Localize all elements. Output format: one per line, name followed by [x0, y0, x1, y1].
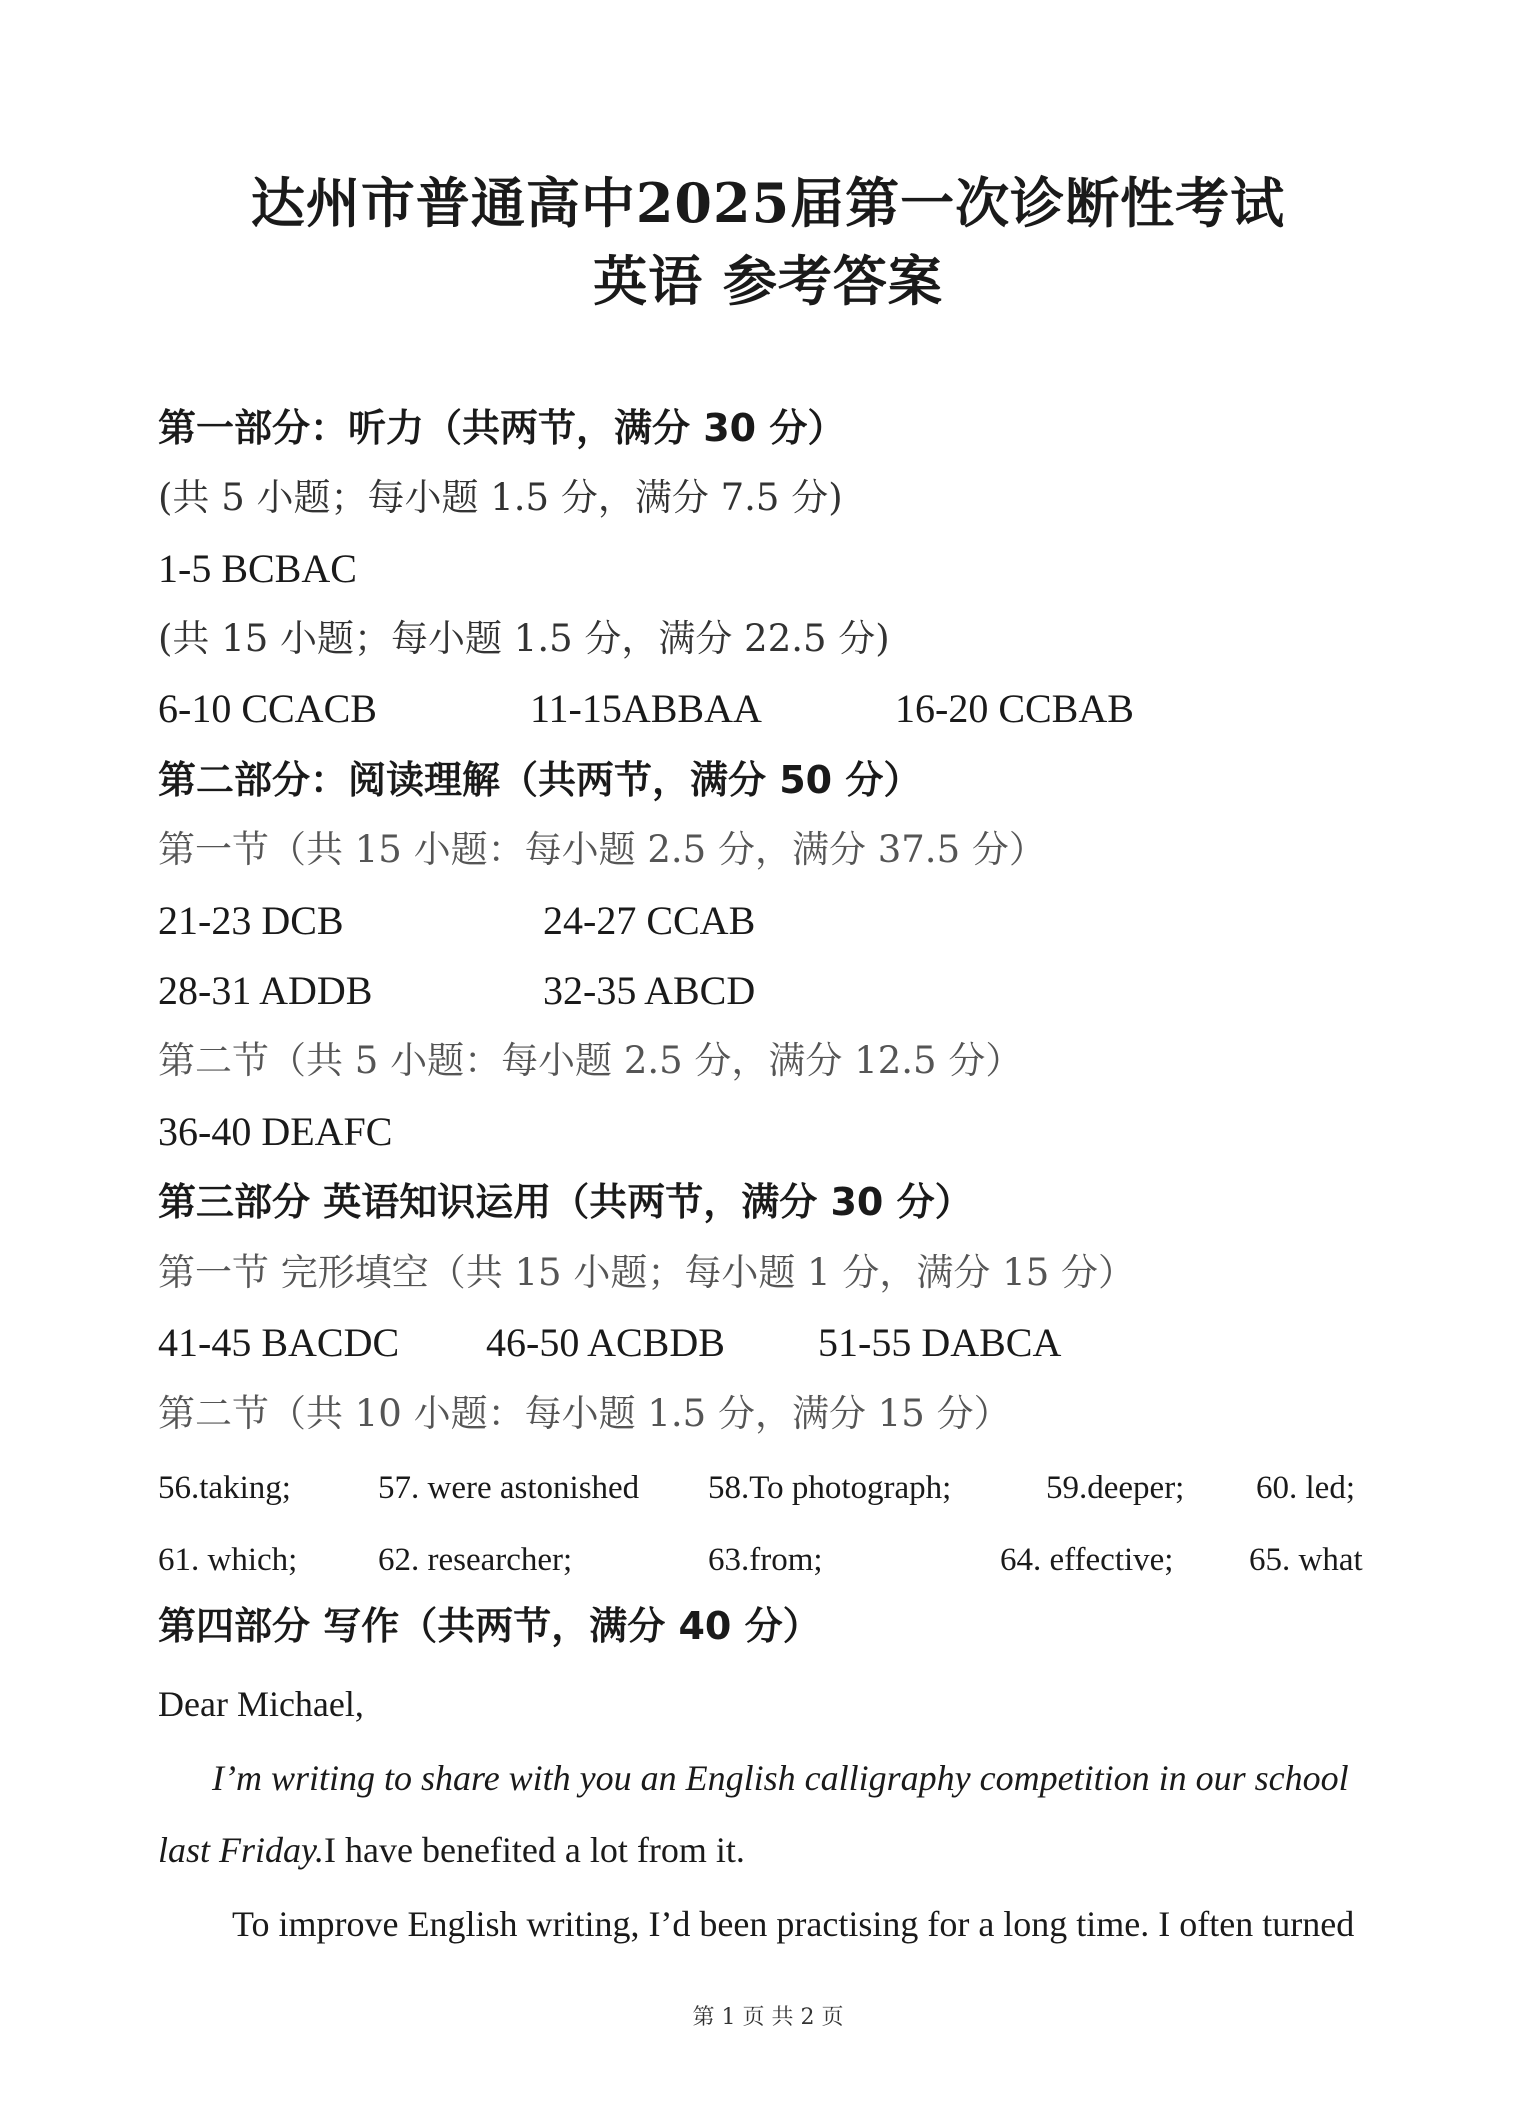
fill-answer: 60. led;	[1256, 1470, 1355, 1506]
fill-answer: 59.deeper;	[1046, 1470, 1185, 1506]
part3-heading: 第三部分 英语知识运用（共两节，满分 30 分）	[158, 1180, 973, 1224]
part3-section1-note: 第一节 完形填空（共 15 小题；每小题 1 分，满分 15 分）	[158, 1251, 1136, 1294]
document-title: 达州市普通高中2025届第一次诊断性考试	[250, 171, 1286, 235]
answer-group: 21-23 DCB	[158, 898, 344, 943]
answer-group: 46-50 ACBDB	[486, 1320, 725, 1365]
answer-group: 32-35 ABCD	[543, 968, 756, 1013]
fill-answer: 65. what	[1249, 1542, 1363, 1578]
fill-answer: 62. researcher;	[378, 1542, 573, 1578]
essay-plain-text: I have benefited a lot from it.	[324, 1830, 745, 1870]
essay-italic-text: last Friday.	[158, 1830, 325, 1870]
fill-answer: 61. which;	[158, 1542, 298, 1578]
essay-paragraph2: To improve English writing, I’d been practising for a long time. I often turned	[232, 1904, 1355, 1944]
part1-section1-note: (共 5 小题；每小题 1.5 分，满分 7.5 分)	[158, 476, 843, 519]
part2-section2-answers: 36-40 DEAFC	[158, 1109, 393, 1154]
essay-paragraph1-line1: I’m writing to share with you an English calligraphy competition in our school	[212, 1758, 1349, 1798]
answer-group: 11-15ABBAA	[530, 686, 762, 731]
answer-group: 51-55 DABCA	[818, 1320, 1062, 1365]
part1-section1-answers: 1-5 BCBAC	[158, 546, 357, 591]
answer-group: 28-31 ADDB	[158, 968, 373, 1013]
fill-answer: 64. effective;	[1000, 1542, 1174, 1578]
part4-heading: 第四部分 写作（共两节，满分 40 分）	[158, 1604, 821, 1648]
essay-paragraph1-line2	[158, 1822, 745, 1878]
fill-answer: 57. were astonished	[378, 1470, 640, 1506]
part2-section2-note: 第二节（共 5 小题：每小题 2.5 分，满分 12.5 分）	[158, 1039, 1023, 1082]
part1-heading: 第一部分：听力（共两节，满分 30 分）	[158, 406, 846, 450]
document-subtitle: 英语 参考答案	[593, 249, 943, 313]
answer-group: 6-10 CCACB	[158, 686, 377, 731]
part2-heading: 第二部分：阅读理解（共两节，满分 50 分）	[158, 758, 922, 802]
fill-answer: 58.To photograph;	[708, 1470, 952, 1506]
fill-answer: 56.taking;	[158, 1470, 291, 1506]
answer-group: 24-27 CCAB	[543, 898, 756, 943]
part3-section2-note: 第二节（共 10 小题：每小题 1.5 分，满分 15 分）	[158, 1392, 1011, 1435]
page-footer: 第 1 页 共 2 页	[692, 2005, 844, 2030]
answer-group: 41-45 BACDC	[158, 1320, 400, 1365]
fill-answer: 63.from;	[708, 1542, 823, 1578]
part1-section2-note: (共 15 小题；每小题 1.5 分，满分 22.5 分)	[158, 617, 890, 660]
essay-salutation: Dear Michael,	[158, 1684, 364, 1724]
part2-section1-note: 第一节（共 15 小题：每小题 2.5 分，满分 37.5 分）	[158, 828, 1046, 871]
answer-group: 16-20 CCBAB	[895, 686, 1134, 731]
